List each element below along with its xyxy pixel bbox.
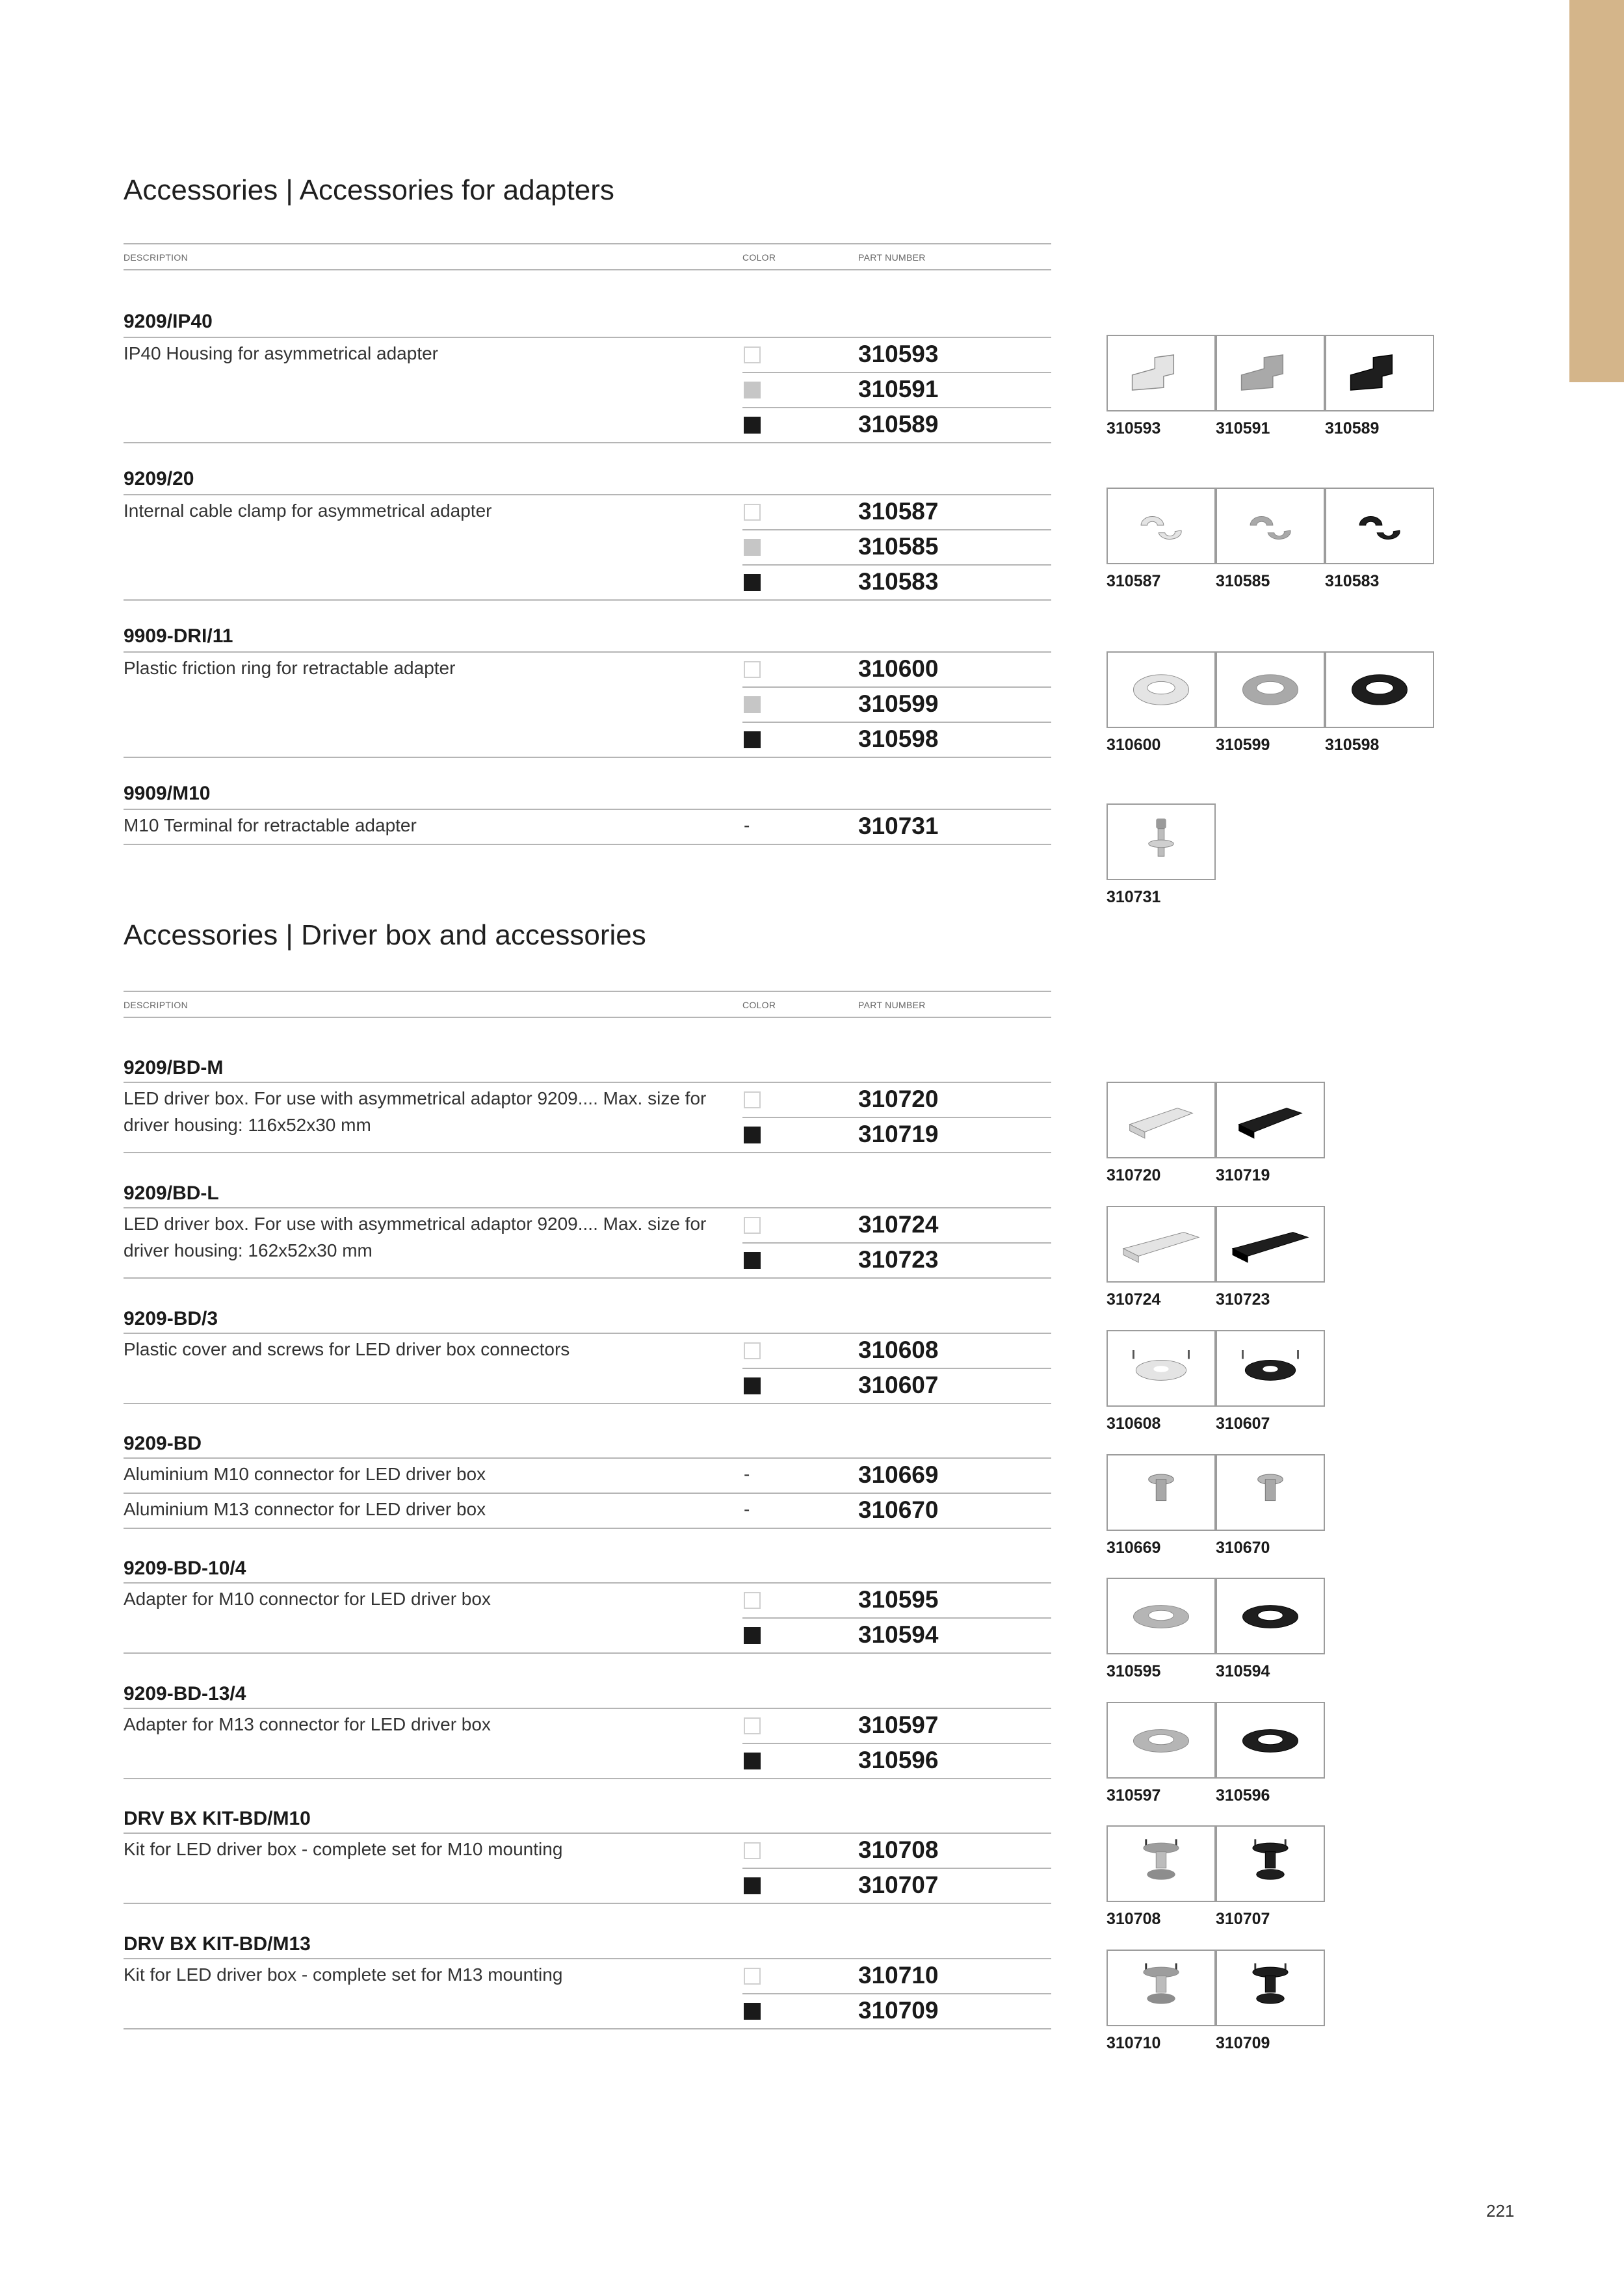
group-bottom-divider [124, 1778, 1051, 1779]
product-image [1108, 1579, 1214, 1653]
product-thumbnail[interactable] [1325, 651, 1434, 728]
thumbnail-part-number: 310583 [1325, 572, 1380, 590]
row-divider [742, 407, 1051, 408]
row-divider [124, 1833, 1051, 1834]
group-bottom-divider [124, 2028, 1051, 2029]
color-swatch-white [744, 1091, 761, 1108]
row-divider [742, 564, 1051, 566]
product-description: Kit for LED driver box - complete set for M10 mounting [124, 1839, 563, 1859]
product-image [1326, 653, 1433, 727]
row-divider [124, 1708, 1051, 1709]
part-number: 310587 [858, 498, 939, 525]
product-image [1108, 1331, 1214, 1405]
product-thumbnail[interactable] [1107, 488, 1216, 564]
group-bottom-divider [124, 757, 1051, 758]
product-description: Aluminium M13 connector for LED driver box [124, 1499, 486, 1519]
part-number: 310710 [858, 1962, 939, 1989]
product-thumbnail[interactable] [1325, 488, 1434, 564]
part-number: 310583 [858, 568, 939, 595]
product-thumbnail[interactable] [1325, 335, 1434, 411]
product-description: LED driver box. For use with asymmetrical adaptor 9209.... Max. size for driver housing: 116x52x30 mm [124, 1088, 707, 1135]
part-number: 310595 [858, 1586, 939, 1613]
thumbnail-part-number: 310670 [1216, 1539, 1270, 1557]
thumbnail-part-number: 310723 [1216, 1290, 1270, 1309]
product-thumbnail[interactable] [1107, 1330, 1216, 1407]
part-number: 310720 [858, 1086, 939, 1112]
color-swatch-white [744, 1217, 761, 1234]
color-swatch-white [744, 1968, 761, 1985]
group-bottom-divider [124, 1903, 1051, 1904]
product-description: LED driver box. For use with asymmetrical adaptor 9209.... Max. size for driver housing: 162x52x30 mm [124, 1214, 707, 1260]
thumbnail-part-number: 310597 [1107, 1786, 1161, 1805]
row-divider [124, 651, 1051, 653]
product-code: 9909/M10 [124, 783, 211, 804]
thumbnail-part-number: 310599 [1216, 736, 1270, 754]
row-divider [742, 686, 1051, 688]
color-none: - [744, 815, 750, 835]
part-number: 310608 [858, 1337, 939, 1363]
product-thumbnail[interactable] [1107, 1578, 1216, 1654]
product-description: Adapter for M13 connector for LED driver box [124, 1714, 491, 1734]
color-swatch-black [744, 1127, 761, 1143]
thumbnail-part-number: 310600 [1107, 736, 1161, 754]
product-code: 9209/BD-L [124, 1182, 219, 1204]
group-bottom-divider [124, 844, 1051, 845]
product-image [1217, 1331, 1324, 1405]
column-label-color: COLOR [742, 252, 776, 263]
product-description: Plastic cover and screws for LED driver box connectors [124, 1339, 570, 1359]
part-number: 310591 [858, 376, 939, 402]
product-thumbnail[interactable] [1107, 1082, 1216, 1158]
color-swatch-black [744, 1753, 761, 1769]
color-swatch-white [744, 504, 761, 521]
row-divider [742, 1868, 1051, 1869]
product-thumbnail[interactable] [1107, 1702, 1216, 1779]
color-swatch-black [744, 1252, 761, 1269]
row-divider [124, 1457, 1051, 1459]
thumbnail-part-number: 310669 [1107, 1539, 1161, 1557]
product-thumbnail[interactable] [1107, 1825, 1216, 1902]
color-swatch-grey [744, 696, 761, 713]
part-number: 310607 [858, 1372, 939, 1398]
part-number: 310600 [858, 655, 939, 682]
product-code: DRV BX KIT-BD/M13 [124, 1933, 311, 1955]
column-label-color: COLOR [742, 1000, 776, 1010]
product-code: 9209/BD-M [124, 1057, 224, 1078]
product-thumbnail[interactable] [1107, 1950, 1216, 2026]
row-divider [124, 1082, 1051, 1083]
product-thumbnail[interactable] [1216, 651, 1325, 728]
part-number: 310594 [858, 1621, 939, 1648]
color-swatch-black [744, 1877, 761, 1894]
product-image [1217, 489, 1324, 563]
product-image [1217, 1827, 1324, 1901]
product-description: Adapter for M10 connector for LED driver box [124, 1589, 491, 1609]
product-image [1217, 1703, 1324, 1777]
color-swatch-black [744, 1627, 761, 1644]
product-thumbnail[interactable] [1216, 488, 1325, 564]
column-label-description: DESCRIPTION [124, 1000, 188, 1010]
thumbnail-part-number: 310709 [1216, 2034, 1270, 2052]
color-swatch-grey [744, 382, 761, 398]
row-divider [742, 1617, 1051, 1619]
part-number: 310599 [858, 690, 939, 717]
product-thumbnail[interactable] [1107, 1206, 1216, 1283]
thumbnail-part-number: 310585 [1216, 572, 1270, 590]
product-image [1108, 1827, 1214, 1901]
color-none: - [744, 1499, 750, 1519]
color-swatch-white [744, 1342, 761, 1359]
product-description: Plastic friction ring for retractable adapter [124, 658, 456, 678]
group-bottom-divider [124, 599, 1051, 601]
product-thumbnail[interactable] [1216, 335, 1325, 411]
product-thumbnail[interactable] [1107, 335, 1216, 411]
row-divider [124, 1958, 1051, 1959]
color-swatch-white [744, 1717, 761, 1734]
part-number: 310731 [858, 813, 939, 839]
thumbnail-part-number: 310731 [1107, 888, 1161, 906]
column-label-description: DESCRIPTION [124, 252, 188, 263]
thumbnail-part-number: 310607 [1216, 1415, 1270, 1433]
product-thumbnail[interactable] [1216, 1330, 1325, 1407]
product-thumbnail[interactable] [1107, 1454, 1216, 1531]
color-swatch-black [744, 2003, 761, 2020]
row-divider [742, 529, 1051, 530]
product-image [1108, 653, 1214, 727]
thumbnail-part-number: 310594 [1216, 1662, 1270, 1680]
product-image [1108, 1083, 1214, 1157]
section-tab [1569, 0, 1624, 382]
row-divider [742, 1242, 1051, 1244]
part-number: 310589 [858, 411, 939, 437]
thumbnail-part-number: 310589 [1325, 419, 1380, 437]
thumbnail-part-number: 310720 [1107, 1166, 1161, 1184]
product-image [1108, 1703, 1214, 1777]
product-image [1217, 1207, 1324, 1281]
part-number: 310723 [858, 1246, 939, 1273]
color-none: - [744, 1464, 750, 1484]
product-thumbnail[interactable] [1216, 1206, 1325, 1283]
color-swatch-black [744, 731, 761, 748]
column-header [124, 243, 1051, 270]
thumbnail-part-number: 310596 [1216, 1786, 1270, 1805]
thumbnail-part-number: 310719 [1216, 1166, 1270, 1184]
product-description: IP40 Housing for asymmetrical adapter [124, 343, 438, 363]
color-swatch-white [744, 1592, 761, 1609]
color-swatch-grey [744, 539, 761, 556]
column-header [124, 991, 1051, 1018]
row-divider [742, 1117, 1051, 1118]
part-number: 310585 [858, 533, 939, 560]
thumbnail-part-number: 310707 [1216, 1910, 1270, 1928]
color-swatch-black [744, 574, 761, 591]
product-description: Internal cable clamp for asymmetrical adapter [124, 501, 492, 521]
group-bottom-divider [124, 1152, 1051, 1153]
page-number: 221 [1486, 2201, 1515, 2221]
product-image [1217, 1579, 1324, 1653]
product-image [1217, 1951, 1324, 2025]
color-swatch-black [744, 1377, 761, 1394]
product-image [1108, 489, 1214, 563]
product-image [1217, 1083, 1324, 1157]
product-image [1108, 805, 1214, 879]
thumbnail-part-number: 310591 [1216, 419, 1270, 437]
section-title: Accessories | Driver box and accessories [124, 919, 646, 951]
row-divider [124, 809, 1051, 810]
part-number: 310670 [858, 1496, 939, 1523]
product-thumbnail[interactable] [1216, 1082, 1325, 1158]
color-swatch-black [744, 417, 761, 434]
thumbnail-part-number: 310608 [1107, 1415, 1161, 1433]
product-image [1217, 1455, 1324, 1530]
group-bottom-divider [124, 442, 1051, 443]
part-number: 310593 [858, 341, 939, 367]
product-image [1108, 1455, 1214, 1530]
part-number: 310669 [858, 1461, 939, 1488]
row-divider [124, 1207, 1051, 1208]
section-title: Accessories | Accessories for adapters [124, 174, 614, 206]
product-code: 9909-DRI/11 [124, 625, 233, 647]
part-number: 310597 [858, 1712, 939, 1738]
product-code: 9209-BD-10/4 [124, 1558, 246, 1579]
product-thumbnail[interactable] [1216, 1825, 1325, 1902]
thumbnail-part-number: 310598 [1325, 736, 1380, 754]
group-bottom-divider [124, 1528, 1051, 1529]
product-code: 9209/20 [124, 468, 194, 489]
product-image [1108, 1951, 1214, 2025]
part-number: 310598 [858, 725, 939, 752]
thumbnail-part-number: 310595 [1107, 1662, 1161, 1680]
row-divider [742, 1368, 1051, 1369]
row-divider [124, 494, 1051, 495]
part-number: 310596 [858, 1747, 939, 1773]
product-thumbnail[interactable] [1216, 1702, 1325, 1779]
part-number: 310709 [858, 1997, 939, 2024]
row-divider [742, 722, 1051, 723]
thumbnail-part-number: 310593 [1107, 419, 1161, 437]
row-divider [124, 1582, 1051, 1584]
group-bottom-divider [124, 1403, 1051, 1404]
color-swatch-white [744, 1842, 761, 1859]
group-bottom-divider [124, 1277, 1051, 1279]
color-swatch-white [744, 661, 761, 678]
column-label-part-number: PART NUMBER [858, 1000, 926, 1010]
product-thumbnail[interactable] [1107, 651, 1216, 728]
product-image [1326, 336, 1433, 410]
thumbnail-part-number: 310708 [1107, 1910, 1161, 1928]
product-code: 9209/IP40 [124, 311, 213, 332]
row-divider [742, 1743, 1051, 1744]
group-bottom-divider [124, 1652, 1051, 1654]
product-code: 9209-BD [124, 1433, 202, 1454]
part-number: 310707 [858, 1872, 939, 1898]
product-thumbnail[interactable] [1216, 1454, 1325, 1531]
product-description: Kit for LED driver box - complete set for M13 mounting [124, 1964, 563, 1985]
product-thumbnail[interactable] [1216, 1578, 1325, 1654]
product-image [1217, 336, 1324, 410]
row-divider [742, 1993, 1051, 1994]
product-description: M10 Terminal for retractable adapter [124, 815, 417, 835]
product-image [1217, 653, 1324, 727]
product-thumbnail[interactable] [1107, 803, 1216, 880]
product-thumbnail[interactable] [1216, 1950, 1325, 2026]
column-label-part-number: PART NUMBER [858, 252, 926, 263]
part-number: 310708 [858, 1836, 939, 1863]
product-image [1326, 489, 1433, 563]
part-number: 310724 [858, 1211, 939, 1238]
product-description: Aluminium M10 connector for LED driver box [124, 1464, 486, 1484]
row-divider [742, 372, 1051, 373]
color-swatch-white [744, 346, 761, 363]
thumbnail-part-number: 310710 [1107, 2034, 1161, 2052]
thumbnail-part-number: 310724 [1107, 1290, 1161, 1309]
product-image [1108, 1207, 1214, 1281]
product-code: DRV BX KIT-BD/M10 [124, 1808, 311, 1829]
product-code: 9209-BD-13/4 [124, 1683, 246, 1704]
row-divider [124, 1493, 1051, 1494]
row-divider [124, 337, 1051, 338]
part-number: 310719 [858, 1121, 939, 1147]
product-image [1108, 336, 1214, 410]
product-code: 9209-BD/3 [124, 1308, 218, 1329]
row-divider [124, 1333, 1051, 1334]
thumbnail-part-number: 310587 [1107, 572, 1161, 590]
